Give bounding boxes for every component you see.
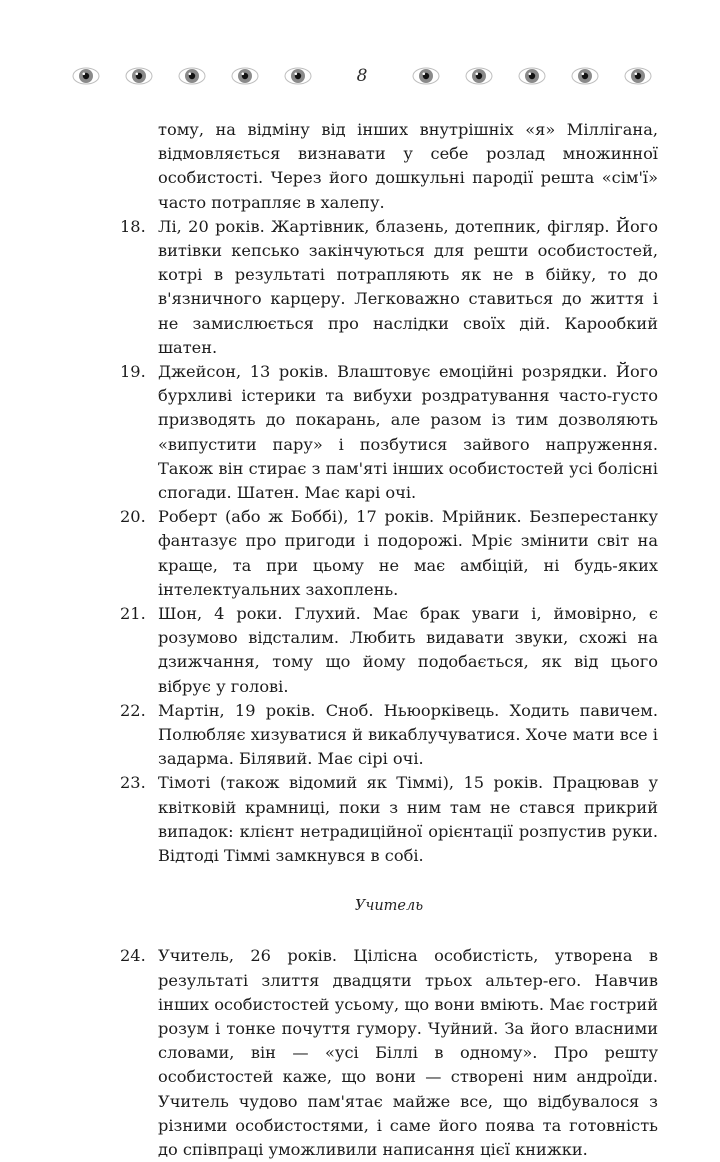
eye-icon <box>571 65 599 87</box>
item-number: 20. <box>120 507 146 527</box>
eye-icon <box>72 65 100 87</box>
item-text: Роберт (або ж Боббі), 17 років. Мрійник. Безперестанку фантазує про пригоди і подорожі. Мріє змінити світ на краще, та при цьому не має амбіцій, ні будь-яких інтелектуальних захоплень. <box>158 507 658 599</box>
item-text: Шон, 4 роки. Глухий. Має брак уваги і, ймовірно, є розумово відсталим. Любить видавати звуки, схожі на дзижчання, тому що йому подобається, як від цього вібрує у голові. <box>158 604 658 696</box>
item-text: Учитель, 26 років. Цілісна особистість, утворена в результаті злиття двадцяти трьох альтер-его. Навчив інших особистостей усьому, що вони вміють. Має гострий розум і тонке почуття гумору. Чуйний. За його власними словами, він — «усі Біллі в одному». Про решту особистостей каже, що вони — створені ним андроїди. Учитель чудово пам'ятає майже все, що відбувалося з різними особистостями, і саме його поява та готовність до співпраці уможливили написання цієї книжки. <box>158 946 658 1159</box>
alter-list-a <box>120 215 658 868</box>
item-text: Мартін, 19 років. Сноб. Ньюорківець. Ходить павичем. Полюбляє хизуватися й викаблучуватися. Хоче мати все і задарма. Білявий. Має сірі очі. <box>158 700 658 769</box>
section-heading: Учитель <box>354 898 424 915</box>
eye-icon <box>465 65 493 87</box>
eye-icon <box>231 65 259 87</box>
item-number: 19. <box>120 362 146 382</box>
eye-icon <box>412 65 440 87</box>
item-number: 18. <box>120 216 146 236</box>
alter-list-b <box>120 944 658 1162</box>
list-item <box>120 360 658 505</box>
eye-icon <box>284 65 312 87</box>
list-item <box>120 699 658 772</box>
eye-icon <box>178 65 206 87</box>
item-text: Тімоті (також відомий як Тіммі), 15 років. Працював у квітковій крамниці, поки з ним там не стався прикрий випадок: клієнт нетрадиційної орієнтації розпустив руки. Відтоді Тіммі замкнувся в собі. <box>158 773 658 866</box>
list-item <box>120 505 658 602</box>
item-text: Джейсон, 13 років. Влаштовує емоційні розрядки. Його бурхливі істерики та вибухи роздратування часто-густо призводять до покарань, але разом із тим дозволяють «випустити пару» і позбутися зайвого напруження. Також він стирає з пам'яті інших особистостей усі болісні спогади. Шатен. Має карі очі. <box>158 362 658 503</box>
item-number: 22. <box>120 700 146 720</box>
body-text <box>120 118 658 1162</box>
eye-icon <box>518 65 546 87</box>
continuation-paragraph: тому, на відміну від інших внутрішніх «я» Міллігана, відмовляється визнавати у себе розлад множинної особистості. Через його дошкульні пародії решта «сім'ї» часто потрапляє в халепу. <box>158 120 658 212</box>
eye-row-left <box>72 65 312 87</box>
item-number: 21. <box>120 604 146 624</box>
item-number: 24. <box>120 946 146 966</box>
list-item <box>120 602 658 699</box>
list-item <box>120 944 658 1162</box>
eye-icon <box>125 65 153 87</box>
list-item <box>120 771 658 868</box>
eye-icon <box>624 65 652 87</box>
eye-row-right <box>412 65 652 87</box>
list-item <box>120 215 658 360</box>
page-number: 8 <box>356 66 368 86</box>
item-number: 23. <box>120 773 146 793</box>
page-header <box>72 62 652 90</box>
item-text: Лі, 20 років. Жартівник, блазень, дотепник, фігляр. Його витівки кепсько закінчуються для решти особистостей, котрі в результаті потрапляють як не в бійку, то до в'язничного карцеру. Легковажно ставиться до життя і не замислюється про наслідки своїх дій. Карообкий шатен. <box>158 216 658 357</box>
